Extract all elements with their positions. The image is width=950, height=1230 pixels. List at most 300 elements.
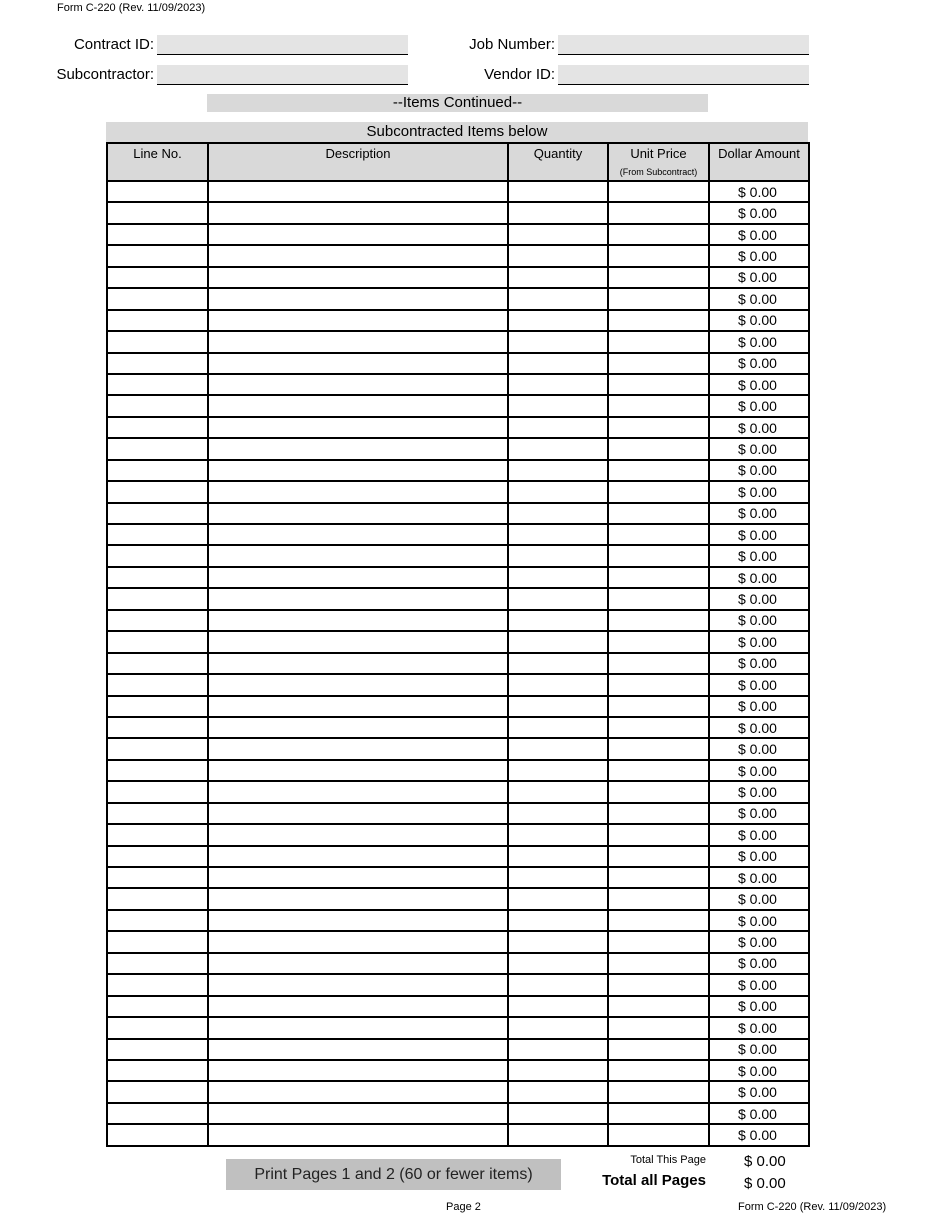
unit-price-input[interactable] xyxy=(609,1040,708,1059)
unit-price-cell[interactable] xyxy=(608,1039,709,1060)
unit-price-cell[interactable] xyxy=(608,567,709,588)
quantity-input[interactable] xyxy=(509,932,607,951)
description-input[interactable] xyxy=(209,782,507,801)
unit-price-input[interactable] xyxy=(609,675,708,694)
description-cell[interactable] xyxy=(208,288,508,309)
unit-price-cell[interactable] xyxy=(608,824,709,845)
unit-price-input[interactable] xyxy=(609,954,708,973)
quantity-input[interactable] xyxy=(509,911,607,930)
description-input[interactable] xyxy=(209,868,507,887)
description-input[interactable] xyxy=(209,632,507,651)
description-input[interactable] xyxy=(209,1018,507,1037)
quantity-cell[interactable] xyxy=(508,867,608,888)
line-no-cell[interactable] xyxy=(107,353,208,374)
description-cell[interactable] xyxy=(208,803,508,824)
description-cell[interactable] xyxy=(208,417,508,438)
line-no-input[interactable] xyxy=(108,225,207,244)
line-no-input[interactable] xyxy=(108,289,207,308)
line-no-input[interactable] xyxy=(108,632,207,651)
quantity-cell[interactable] xyxy=(508,395,608,416)
description-cell[interactable] xyxy=(208,610,508,631)
unit-price-input[interactable] xyxy=(609,461,708,480)
print-pages-button[interactable]: Print Pages 1 and 2 (60 or fewer items) xyxy=(226,1159,561,1190)
line-no-input[interactable] xyxy=(108,268,207,287)
unit-price-cell[interactable] xyxy=(608,653,709,674)
unit-price-cell[interactable] xyxy=(608,846,709,867)
unit-price-cell[interactable] xyxy=(608,717,709,738)
unit-price-input[interactable] xyxy=(609,375,708,394)
unit-price-cell[interactable] xyxy=(608,481,709,502)
line-no-input[interactable] xyxy=(108,932,207,951)
unit-price-input[interactable] xyxy=(609,718,708,737)
description-input[interactable] xyxy=(209,1082,507,1101)
description-input[interactable] xyxy=(209,354,507,373)
line-no-input[interactable] xyxy=(108,1082,207,1101)
description-cell[interactable] xyxy=(208,867,508,888)
unit-price-cell[interactable] xyxy=(608,1103,709,1124)
line-no-cell[interactable] xyxy=(107,867,208,888)
unit-price-cell[interactable] xyxy=(608,288,709,309)
unit-price-input[interactable] xyxy=(609,418,708,437)
quantity-input[interactable] xyxy=(509,525,607,544)
unit-price-cell[interactable] xyxy=(608,781,709,802)
description-cell[interactable] xyxy=(208,910,508,931)
line-no-cell[interactable] xyxy=(107,696,208,717)
description-cell[interactable] xyxy=(208,503,508,524)
line-no-input[interactable] xyxy=(108,654,207,673)
unit-price-cell[interactable] xyxy=(608,395,709,416)
description-cell[interactable] xyxy=(208,631,508,652)
quantity-cell[interactable] xyxy=(508,353,608,374)
unit-price-cell[interactable] xyxy=(608,224,709,245)
quantity-input[interactable] xyxy=(509,289,607,308)
line-no-cell[interactable] xyxy=(107,481,208,502)
line-no-input[interactable] xyxy=(108,439,207,458)
unit-price-input[interactable] xyxy=(609,654,708,673)
quantity-cell[interactable] xyxy=(508,974,608,995)
quantity-cell[interactable] xyxy=(508,417,608,438)
description-cell[interactable] xyxy=(208,245,508,266)
line-no-cell[interactable] xyxy=(107,181,208,202)
quantity-input[interactable] xyxy=(509,697,607,716)
unit-price-cell[interactable] xyxy=(608,996,709,1017)
description-cell[interactable] xyxy=(208,738,508,759)
quantity-input[interactable] xyxy=(509,568,607,587)
line-no-cell[interactable] xyxy=(107,374,208,395)
line-no-cell[interactable] xyxy=(107,438,208,459)
quantity-input[interactable] xyxy=(509,354,607,373)
unit-price-input[interactable] xyxy=(609,482,708,501)
description-cell[interactable] xyxy=(208,202,508,223)
line-no-cell[interactable] xyxy=(107,310,208,331)
unit-price-input[interactable] xyxy=(609,396,708,415)
quantity-input[interactable] xyxy=(509,825,607,844)
line-no-cell[interactable] xyxy=(107,1103,208,1124)
quantity-cell[interactable] xyxy=(508,738,608,759)
quantity-input[interactable] xyxy=(509,546,607,565)
description-cell[interactable] xyxy=(208,996,508,1017)
job-number-field[interactable] xyxy=(558,35,809,55)
description-cell[interactable] xyxy=(208,717,508,738)
unit-price-input[interactable] xyxy=(609,611,708,630)
quantity-input[interactable] xyxy=(509,804,607,823)
description-input[interactable] xyxy=(209,739,507,758)
line-no-cell[interactable] xyxy=(107,910,208,931)
unit-price-input[interactable] xyxy=(609,1125,708,1144)
line-no-cell[interactable] xyxy=(107,331,208,352)
quantity-input[interactable] xyxy=(509,332,607,351)
quantity-input[interactable] xyxy=(509,418,607,437)
description-input[interactable] xyxy=(209,289,507,308)
unit-price-cell[interactable] xyxy=(608,803,709,824)
description-cell[interactable] xyxy=(208,781,508,802)
line-no-cell[interactable] xyxy=(107,931,208,952)
line-no-input[interactable] xyxy=(108,182,207,201)
description-input[interactable] xyxy=(209,203,507,222)
unit-price-cell[interactable] xyxy=(608,696,709,717)
description-input[interactable] xyxy=(209,889,507,908)
description-input[interactable] xyxy=(209,825,507,844)
description-cell[interactable] xyxy=(208,181,508,202)
description-cell[interactable] xyxy=(208,653,508,674)
description-cell[interactable] xyxy=(208,588,508,609)
line-no-cell[interactable] xyxy=(107,267,208,288)
line-no-cell[interactable] xyxy=(107,803,208,824)
line-no-cell[interactable] xyxy=(107,503,208,524)
quantity-cell[interactable] xyxy=(508,1124,608,1145)
unit-price-input[interactable] xyxy=(609,975,708,994)
line-no-input[interactable] xyxy=(108,203,207,222)
unit-price-input[interactable] xyxy=(609,997,708,1016)
description-input[interactable] xyxy=(209,911,507,930)
description-cell[interactable] xyxy=(208,1060,508,1081)
quantity-input[interactable] xyxy=(509,225,607,244)
description-input[interactable] xyxy=(209,654,507,673)
unit-price-input[interactable] xyxy=(609,825,708,844)
line-no-cell[interactable] xyxy=(107,245,208,266)
unit-price-input[interactable] xyxy=(609,439,708,458)
unit-price-input[interactable] xyxy=(609,182,708,201)
line-no-cell[interactable] xyxy=(107,395,208,416)
quantity-cell[interactable] xyxy=(508,653,608,674)
quantity-input[interactable] xyxy=(509,311,607,330)
unit-price-input[interactable] xyxy=(609,739,708,758)
quantity-input[interactable] xyxy=(509,396,607,415)
unit-price-cell[interactable] xyxy=(608,181,709,202)
quantity-input[interactable] xyxy=(509,1082,607,1101)
description-input[interactable] xyxy=(209,611,507,630)
subcontractor-field[interactable] xyxy=(157,65,408,85)
unit-price-input[interactable] xyxy=(609,203,708,222)
quantity-input[interactable] xyxy=(509,975,607,994)
description-cell[interactable] xyxy=(208,524,508,545)
quantity-cell[interactable] xyxy=(508,438,608,459)
line-no-cell[interactable] xyxy=(107,417,208,438)
unit-price-input[interactable] xyxy=(609,632,708,651)
quantity-cell[interactable] xyxy=(508,503,608,524)
unit-price-cell[interactable] xyxy=(608,867,709,888)
quantity-cell[interactable] xyxy=(508,460,608,481)
quantity-input[interactable] xyxy=(509,889,607,908)
quantity-cell[interactable] xyxy=(508,310,608,331)
quantity-cell[interactable] xyxy=(508,824,608,845)
quantity-cell[interactable] xyxy=(508,760,608,781)
description-input[interactable] xyxy=(209,954,507,973)
quantity-cell[interactable] xyxy=(508,481,608,502)
description-cell[interactable] xyxy=(208,438,508,459)
line-no-cell[interactable] xyxy=(107,674,208,695)
unit-price-cell[interactable] xyxy=(608,353,709,374)
quantity-cell[interactable] xyxy=(508,803,608,824)
description-input[interactable] xyxy=(209,482,507,501)
unit-price-input[interactable] xyxy=(609,804,708,823)
unit-price-input[interactable] xyxy=(609,546,708,565)
description-cell[interactable] xyxy=(208,1124,508,1145)
description-cell[interactable] xyxy=(208,567,508,588)
description-cell[interactable] xyxy=(208,931,508,952)
line-no-input[interactable] xyxy=(108,589,207,608)
description-input[interactable] xyxy=(209,761,507,780)
line-no-cell[interactable] xyxy=(107,760,208,781)
quantity-cell[interactable] xyxy=(508,524,608,545)
description-input[interactable] xyxy=(209,975,507,994)
description-cell[interactable] xyxy=(208,888,508,909)
quantity-cell[interactable] xyxy=(508,781,608,802)
unit-price-input[interactable] xyxy=(609,932,708,951)
quantity-input[interactable] xyxy=(509,1061,607,1080)
description-cell[interactable] xyxy=(208,1081,508,1102)
unit-price-input[interactable] xyxy=(609,868,708,887)
line-no-input[interactable] xyxy=(108,396,207,415)
unit-price-cell[interactable] xyxy=(608,460,709,481)
line-no-cell[interactable] xyxy=(107,717,208,738)
line-no-input[interactable] xyxy=(108,847,207,866)
quantity-cell[interactable] xyxy=(508,888,608,909)
description-cell[interactable] xyxy=(208,696,508,717)
line-no-cell[interactable] xyxy=(107,524,208,545)
quantity-cell[interactable] xyxy=(508,996,608,1017)
unit-price-input[interactable] xyxy=(609,504,708,523)
line-no-input[interactable] xyxy=(108,354,207,373)
unit-price-cell[interactable] xyxy=(608,417,709,438)
line-no-input[interactable] xyxy=(108,718,207,737)
description-input[interactable] xyxy=(209,589,507,608)
quantity-input[interactable] xyxy=(509,246,607,265)
quantity-input[interactable] xyxy=(509,675,607,694)
unit-price-input[interactable] xyxy=(609,332,708,351)
quantity-input[interactable] xyxy=(509,461,607,480)
line-no-cell[interactable] xyxy=(107,1017,208,1038)
quantity-cell[interactable] xyxy=(508,1060,608,1081)
description-input[interactable] xyxy=(209,568,507,587)
description-input[interactable] xyxy=(209,418,507,437)
description-cell[interactable] xyxy=(208,460,508,481)
description-cell[interactable] xyxy=(208,374,508,395)
unit-price-cell[interactable] xyxy=(608,1060,709,1081)
description-cell[interactable] xyxy=(208,824,508,845)
unit-price-cell[interactable] xyxy=(608,1124,709,1145)
quantity-input[interactable] xyxy=(509,718,607,737)
quantity-cell[interactable] xyxy=(508,717,608,738)
quantity-cell[interactable] xyxy=(508,953,608,974)
line-no-input[interactable] xyxy=(108,868,207,887)
quantity-input[interactable] xyxy=(509,1104,607,1123)
quantity-cell[interactable] xyxy=(508,846,608,867)
description-input[interactable] xyxy=(209,718,507,737)
quantity-cell[interactable] xyxy=(508,674,608,695)
quantity-cell[interactable] xyxy=(508,245,608,266)
line-no-cell[interactable] xyxy=(107,567,208,588)
line-no-cell[interactable] xyxy=(107,588,208,609)
quantity-cell[interactable] xyxy=(508,931,608,952)
line-no-input[interactable] xyxy=(108,782,207,801)
line-no-input[interactable] xyxy=(108,889,207,908)
line-no-input[interactable] xyxy=(108,1125,207,1144)
description-input[interactable] xyxy=(209,1104,507,1123)
line-no-cell[interactable] xyxy=(107,653,208,674)
line-no-input[interactable] xyxy=(108,1018,207,1037)
line-no-input[interactable] xyxy=(108,1040,207,1059)
unit-price-input[interactable] xyxy=(609,1061,708,1080)
quantity-input[interactable] xyxy=(509,482,607,501)
line-no-input[interactable] xyxy=(108,739,207,758)
description-cell[interactable] xyxy=(208,331,508,352)
description-input[interactable] xyxy=(209,439,507,458)
quantity-input[interactable] xyxy=(509,439,607,458)
description-cell[interactable] xyxy=(208,395,508,416)
line-no-input[interactable] xyxy=(108,332,207,351)
quantity-input[interactable] xyxy=(509,504,607,523)
line-no-input[interactable] xyxy=(108,1104,207,1123)
unit-price-cell[interactable] xyxy=(608,545,709,566)
line-no-input[interactable] xyxy=(108,246,207,265)
quantity-input[interactable] xyxy=(509,847,607,866)
unit-price-cell[interactable] xyxy=(608,610,709,631)
description-input[interactable] xyxy=(209,1061,507,1080)
line-no-cell[interactable] xyxy=(107,996,208,1017)
unit-price-cell[interactable] xyxy=(608,910,709,931)
line-no-cell[interactable] xyxy=(107,460,208,481)
line-no-cell[interactable] xyxy=(107,610,208,631)
unit-price-cell[interactable] xyxy=(608,1017,709,1038)
quantity-input[interactable] xyxy=(509,632,607,651)
quantity-input[interactable] xyxy=(509,1125,607,1144)
unit-price-input[interactable] xyxy=(609,589,708,608)
description-input[interactable] xyxy=(209,804,507,823)
quantity-cell[interactable] xyxy=(508,224,608,245)
unit-price-input[interactable] xyxy=(609,568,708,587)
quantity-cell[interactable] xyxy=(508,288,608,309)
description-cell[interactable] xyxy=(208,481,508,502)
line-no-input[interactable] xyxy=(108,911,207,930)
description-input[interactable] xyxy=(209,1040,507,1059)
line-no-cell[interactable] xyxy=(107,888,208,909)
quantity-cell[interactable] xyxy=(508,1081,608,1102)
quantity-cell[interactable] xyxy=(508,1039,608,1060)
line-no-input[interactable] xyxy=(108,568,207,587)
unit-price-cell[interactable] xyxy=(608,931,709,952)
unit-price-cell[interactable] xyxy=(608,374,709,395)
quantity-cell[interactable] xyxy=(508,910,608,931)
quantity-input[interactable] xyxy=(509,782,607,801)
description-input[interactable] xyxy=(209,525,507,544)
line-no-cell[interactable] xyxy=(107,738,208,759)
description-input[interactable] xyxy=(209,332,507,351)
quantity-input[interactable] xyxy=(509,268,607,287)
quantity-input[interactable] xyxy=(509,1040,607,1059)
description-cell[interactable] xyxy=(208,545,508,566)
unit-price-input[interactable] xyxy=(609,1082,708,1101)
description-input[interactable] xyxy=(209,268,507,287)
quantity-input[interactable] xyxy=(509,761,607,780)
quantity-input[interactable] xyxy=(509,182,607,201)
unit-price-cell[interactable] xyxy=(608,588,709,609)
quantity-input[interactable] xyxy=(509,654,607,673)
unit-price-input[interactable] xyxy=(609,225,708,244)
description-cell[interactable] xyxy=(208,953,508,974)
quantity-input[interactable] xyxy=(509,1018,607,1037)
quantity-input[interactable] xyxy=(509,954,607,973)
unit-price-input[interactable] xyxy=(609,1104,708,1123)
quantity-cell[interactable] xyxy=(508,1103,608,1124)
unit-price-input[interactable] xyxy=(609,354,708,373)
quantity-input[interactable] xyxy=(509,589,607,608)
quantity-cell[interactable] xyxy=(508,610,608,631)
line-no-cell[interactable] xyxy=(107,974,208,995)
line-no-cell[interactable] xyxy=(107,202,208,223)
description-input[interactable] xyxy=(209,847,507,866)
line-no-cell[interactable] xyxy=(107,846,208,867)
description-cell[interactable] xyxy=(208,1039,508,1060)
description-input[interactable] xyxy=(209,246,507,265)
line-no-cell[interactable] xyxy=(107,953,208,974)
description-cell[interactable] xyxy=(208,1017,508,1038)
unit-price-cell[interactable] xyxy=(608,631,709,652)
unit-price-input[interactable] xyxy=(609,311,708,330)
quantity-cell[interactable] xyxy=(508,567,608,588)
line-no-input[interactable] xyxy=(108,675,207,694)
line-no-cell[interactable] xyxy=(107,1081,208,1102)
unit-price-input[interactable] xyxy=(609,289,708,308)
quantity-input[interactable] xyxy=(509,375,607,394)
unit-price-input[interactable] xyxy=(609,889,708,908)
line-no-input[interactable] xyxy=(108,418,207,437)
description-input[interactable] xyxy=(209,1125,507,1144)
unit-price-input[interactable] xyxy=(609,246,708,265)
description-input[interactable] xyxy=(209,997,507,1016)
unit-price-cell[interactable] xyxy=(608,310,709,331)
line-no-input[interactable] xyxy=(108,482,207,501)
description-input[interactable] xyxy=(209,546,507,565)
description-cell[interactable] xyxy=(208,1103,508,1124)
line-no-input[interactable] xyxy=(108,761,207,780)
line-no-cell[interactable] xyxy=(107,1060,208,1081)
quantity-cell[interactable] xyxy=(508,588,608,609)
description-cell[interactable] xyxy=(208,353,508,374)
line-no-input[interactable] xyxy=(108,825,207,844)
unit-price-cell[interactable] xyxy=(608,267,709,288)
line-no-cell[interactable] xyxy=(107,824,208,845)
description-cell[interactable] xyxy=(208,974,508,995)
unit-price-input[interactable] xyxy=(609,847,708,866)
description-input[interactable] xyxy=(209,375,507,394)
unit-price-cell[interactable] xyxy=(608,245,709,266)
unit-price-input[interactable] xyxy=(609,911,708,930)
line-no-input[interactable] xyxy=(108,546,207,565)
description-input[interactable] xyxy=(209,311,507,330)
line-no-cell[interactable] xyxy=(107,288,208,309)
unit-price-cell[interactable] xyxy=(608,503,709,524)
